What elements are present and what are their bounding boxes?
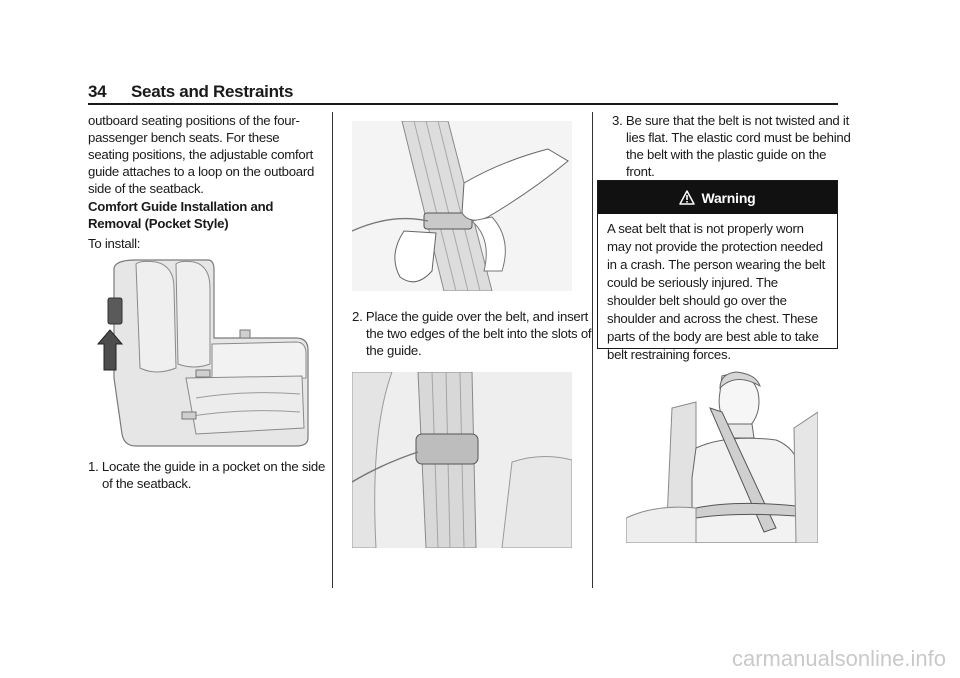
seat-illustration (96, 258, 310, 448)
warning-header (598, 181, 837, 214)
intro-paragraph: outboard seating positions of the four-passenger bench seats. For these seating positions, the adjustable comfort guide attaches to a loop on the outboard side of the seatback. (88, 113, 315, 196)
belt-closeup-illustration (352, 372, 572, 548)
column-divider-1 (332, 112, 333, 588)
warning-text: A seat belt that is not properly worn may not provide the protection needed in a crash. The person wearing the belt could be seriously injured. The shoulder belt should go over the shoulder and across the chest. These parts of the body are best able to take belt restraining forces. (607, 221, 825, 362)
step-1: 1. Locate the guide in a pocket on the side of the seatback. (88, 459, 326, 491)
warning-title: Warning (701, 189, 756, 206)
column-divider-2 (592, 112, 593, 588)
warning-triangle-icon (679, 190, 695, 205)
step-2: 2. Place the guide over the belt, and insert the two edges of the belt into the slots of the guide. (352, 309, 592, 358)
figure-person-with-belt (626, 368, 818, 543)
page-header (88, 82, 838, 104)
section-title: Seats and Restraints (131, 82, 294, 101)
header-rule (88, 103, 838, 105)
to-install-label: To install: (88, 236, 141, 251)
subheading: Comfort Guide Installation and Removal (Pocket Style) (88, 199, 274, 231)
watermark: carmanualsonline.info (731, 646, 946, 671)
page-number: 34 (88, 82, 107, 101)
figure-guide-on-belt (352, 121, 572, 291)
step-3: 3. Be sure that the belt is not twisted and it lies flat. The elastic cord must be behind the belt with the plastic guide on the front. (612, 113, 851, 179)
belt-guide-illustration (352, 121, 572, 291)
figure-belt-in-guide (352, 372, 572, 548)
figure-seatback-pocket (96, 258, 310, 448)
person-illustration (626, 368, 818, 543)
warning-box (597, 180, 838, 362)
